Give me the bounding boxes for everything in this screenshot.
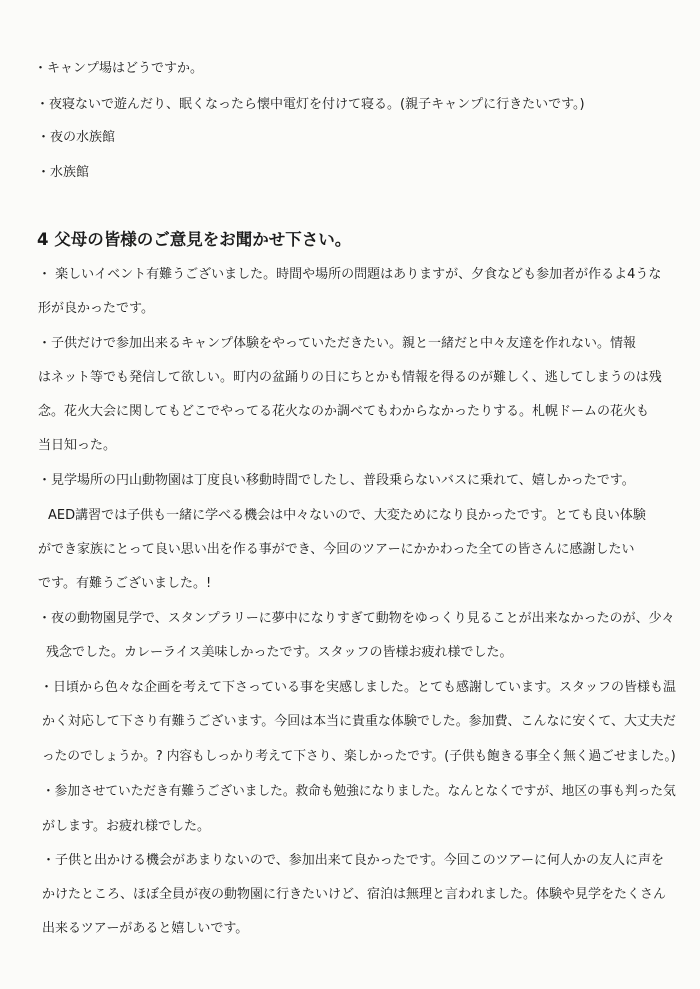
text-line: 当日知った。 <box>38 438 117 453</box>
text-line: はネット等でも発信して欲しい。町内の盆踊りの日にちとかも情報を得るのが難しく、逃してしまうのは残 <box>38 370 662 385</box>
text-line: ・参加させていただき有難うございました。救命も勉強になりました。なんとなくですが、地区の事も判った気 <box>42 784 676 799</box>
text-line: ・子供と出かける機会があまりないので、参加出来て良かったです。今回このツアーに何人かの友人に声を <box>42 853 665 868</box>
text-line: ・ 楽しいイベント有難うございました。時間や場所の問題はありますが、夕食なども参加者が作るよ4うな <box>38 267 662 282</box>
list-item: ・夜の水族館 <box>37 130 116 145</box>
text-line: 残念でした。カレーライス美味しかったです。スタッフの皆様お疲れ様でした。 <box>46 645 513 660</box>
text-line: 念。花火大会に関してもどこでやってる花火なのか調べてもわからなかったりする。札幌ドームの花火も <box>38 404 650 419</box>
text-line: かく対応して下さり有難うございます。今回は本当に貴重な体験でした。参加費、こんなに安くて、大丈夫だ <box>42 714 676 729</box>
text-line: がします。お疲れ様でした。 <box>42 819 210 834</box>
text-line: ・日頃から色々な企画を考えて下さっている事を実感しました。とても感謝しています。スタッフの皆様も温 <box>40 680 676 695</box>
list-item: ・水族館 <box>37 165 90 180</box>
list-item: ・キャンプ場はどうですか。 <box>34 61 204 76</box>
text-line: ・見学場所の円山動物園は丁度良い移動時間でしたし、普段乗らないバスに乗れて、嬉しかったです。 <box>38 473 635 488</box>
text-line: かけたところ、ほぼ全員が夜の動物園に行きたいけど、宿泊は無理と言われました。体験や見学をたくさん <box>42 887 667 902</box>
text-line: AED講習では子供も一緒に学べる機会は中々ないので、大変ためになり良かったです。とても良い体験 <box>48 508 646 523</box>
section-heading: 4 父母の皆様のご意見をお聞かせ下さい。 <box>37 230 352 249</box>
text-line: ったのでしょうか。? 内容もしっかり考えて下さり、楽しかったです。(子供も飽きる事全く無く過ごせました。) <box>42 749 676 764</box>
text-line: ・子供だけで参加出来るキャンプ体験をやっていただきたい。親と一緒だと中々友達を作れない。情報 <box>38 336 637 351</box>
text-line: 出来るツアーがあると嬉しいです。 <box>42 921 249 936</box>
text-line: です。有難うございました。! <box>38 576 212 591</box>
text-line: ができ家族にとって良い思い出を作る事ができ、今回のツアーにかかわった全ての皆さんに感謝したい <box>38 542 635 557</box>
text-line: ・夜の動物園見学で、スタンプラリーに夢中になりすぎて動物をゆっくり見ることが出来なかったのが、少々 <box>38 611 675 626</box>
list-item: ・夜寝ないで遊んだり、眠くなったら懐中電灯を付けて寝る。(親子キャンプに行きたいです。) <box>36 97 585 112</box>
text-line: 形が良かったです。 <box>38 301 154 316</box>
